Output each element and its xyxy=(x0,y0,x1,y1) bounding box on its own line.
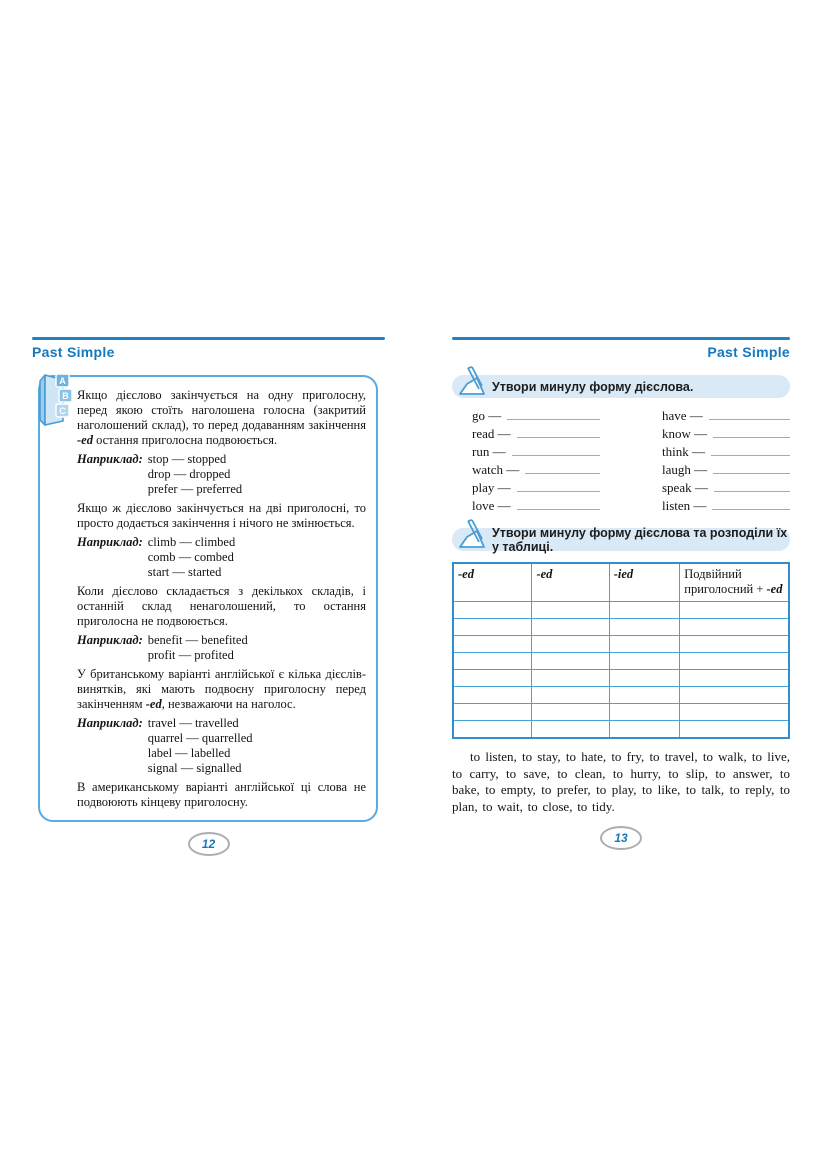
exercise2-instruction: Утвори минулу форму дієслова та розподіли їх у таблиці. xyxy=(492,525,788,554)
table-cell[interactable] xyxy=(532,721,609,739)
header-rule xyxy=(452,337,790,340)
table-row xyxy=(453,670,789,687)
rule-text: Якщо ж дієслово закінчується на дві приголосні, то просто додається закінчення і нічого не змінюється. xyxy=(77,501,366,530)
table-row xyxy=(453,636,789,653)
table-row xyxy=(453,687,789,704)
word-bank: to listen, to stay, to hate, to fry, to travel, to walk, to live, to carry, to save, to clean, to hurry, to slip, to answer, to bake, to empty, to prefer, to play, to like, to talk, to reply, to plan, to wait, to close, to tidy. xyxy=(452,749,790,814)
fill-in-item xyxy=(662,443,790,461)
verb-label: love — xyxy=(472,498,511,513)
fillin-col-0 xyxy=(472,407,600,515)
table-row xyxy=(453,619,789,636)
example-label: Наприклад: xyxy=(77,633,143,647)
table-cell[interactable] xyxy=(609,670,680,687)
exercise1-instruction-pill xyxy=(452,375,790,398)
table-column-header xyxy=(609,563,680,602)
rule-paragraph xyxy=(77,584,366,629)
fill-in-item xyxy=(472,425,600,443)
table-cell[interactable] xyxy=(453,721,532,739)
answer-blank[interactable] xyxy=(507,407,600,420)
ed-suffix: -ied xyxy=(613,567,634,581)
table-cell[interactable] xyxy=(532,687,609,704)
table-cell[interactable] xyxy=(609,687,680,704)
example-lines xyxy=(148,716,253,776)
rule-text: У британському варіанті англійської є кілька дієслів-винятків, які мають подвоєну приголосну перед закінченням xyxy=(77,667,366,711)
table-row xyxy=(453,602,789,619)
page-title: Past Simple xyxy=(707,344,790,360)
fill-in-item xyxy=(662,461,790,479)
table-body xyxy=(453,602,789,739)
table-cell[interactable] xyxy=(453,619,532,636)
answer-blank[interactable] xyxy=(712,497,790,510)
table-cell[interactable] xyxy=(609,636,680,653)
header-text: Подвійний приголосний + xyxy=(684,567,767,596)
fill-in-item xyxy=(662,425,790,443)
table-row xyxy=(453,653,789,670)
example-line: drop — dropped xyxy=(147,467,231,481)
table-cell[interactable] xyxy=(453,602,532,619)
example-line: stop — stopped xyxy=(147,452,227,466)
example-line: label — labelled xyxy=(147,746,231,760)
table-cell[interactable] xyxy=(532,619,609,636)
example-line: benefit — benefited xyxy=(147,633,248,647)
fill-in-item xyxy=(472,443,600,461)
svg-text:C: C xyxy=(59,406,66,416)
svg-text:B: B xyxy=(62,391,69,401)
page-left xyxy=(32,337,385,856)
rule-text: В американському варіанті англійської ці слова не подвоюють кінцеву приголосну. xyxy=(77,780,366,809)
exercise1-fill-in-area xyxy=(452,407,790,515)
table-cell[interactable] xyxy=(680,653,789,670)
table-cell[interactable] xyxy=(453,670,532,687)
exercise1-instruction: Утвори минулу форму дієслова. xyxy=(492,379,694,394)
table-cell[interactable] xyxy=(453,687,532,704)
example-label: Наприклад: xyxy=(77,452,143,466)
table-cell[interactable] xyxy=(680,721,789,739)
table-cell[interactable] xyxy=(609,619,680,636)
answer-blank[interactable] xyxy=(517,497,600,510)
verb-label: play — xyxy=(472,480,511,495)
table-cell[interactable] xyxy=(680,687,789,704)
svg-text:A: A xyxy=(59,376,66,386)
table-cell[interactable] xyxy=(680,602,789,619)
page-number-text: 12 xyxy=(201,837,216,851)
example-line: travel — travelled xyxy=(147,716,239,730)
page-right xyxy=(452,337,790,850)
table-cell[interactable] xyxy=(609,653,680,670)
example-line: profit — profited xyxy=(147,648,234,662)
verb-label: have — xyxy=(662,408,703,423)
table-cell[interactable] xyxy=(609,721,680,739)
answer-blank[interactable] xyxy=(517,479,600,492)
fill-in-item xyxy=(472,407,600,425)
rule-paragraph xyxy=(77,667,366,712)
verb-label: think — xyxy=(662,444,705,459)
rule-paragraph xyxy=(77,388,366,448)
table-column-header xyxy=(532,563,609,602)
example-line: signal — signalled xyxy=(147,761,242,775)
answer-blank[interactable] xyxy=(713,425,790,438)
rule-text: , незважаючи на наголос. xyxy=(161,697,296,711)
rule-text: остання приголосна подвоюється. xyxy=(92,433,278,447)
example-label: Наприклад: xyxy=(77,716,143,730)
table-row xyxy=(453,704,789,721)
fill-in-item xyxy=(472,497,600,515)
answer-blank[interactable] xyxy=(512,443,600,456)
verb-label: know — xyxy=(662,426,708,441)
example-line: start — started xyxy=(147,565,222,579)
table-cell[interactable] xyxy=(532,653,609,670)
example-lines xyxy=(148,452,242,497)
verb-label: read — xyxy=(472,426,511,441)
table-cell[interactable] xyxy=(680,619,789,636)
table-cell[interactable] xyxy=(609,602,680,619)
rule-example xyxy=(77,452,366,497)
table-cell[interactable] xyxy=(532,602,609,619)
header-rule xyxy=(32,337,385,340)
example-lines xyxy=(148,535,235,580)
ed-suffix: -ed xyxy=(458,567,474,581)
ed-suffix: -ed xyxy=(536,567,553,581)
example-line: quarrel — quarrelled xyxy=(147,731,253,745)
exercise2-instruction-pill xyxy=(452,525,790,554)
verb-label: run — xyxy=(472,444,506,459)
ed-suffix: -ed xyxy=(77,433,93,447)
table-cell[interactable] xyxy=(680,704,789,721)
writing-pencil-icon xyxy=(457,366,491,398)
ed-suffix: -ed xyxy=(766,582,783,596)
fill-in-item xyxy=(472,479,600,497)
table-cell[interactable] xyxy=(609,704,680,721)
verb-label: speak — xyxy=(662,480,708,495)
table-cell[interactable] xyxy=(453,704,532,721)
answer-blank[interactable] xyxy=(713,461,790,474)
answer-blank[interactable] xyxy=(709,407,790,420)
verb-sorting-table xyxy=(452,562,790,739)
page-number-right xyxy=(600,826,642,850)
fill-in-item xyxy=(662,407,790,425)
rule-text: Коли дієслово складається з декількох складів, і останній склад ненаголошений, то остання приголосна не подвоюється. xyxy=(77,584,366,628)
ed-suffix: -ed xyxy=(145,697,162,711)
table-cell[interactable] xyxy=(532,670,609,687)
fill-in-item xyxy=(662,479,790,497)
answer-blank[interactable] xyxy=(517,425,600,438)
page-title: Past Simple xyxy=(32,344,115,360)
table-column-header xyxy=(680,563,789,602)
table-cell[interactable] xyxy=(680,670,789,687)
answer-blank[interactable] xyxy=(711,443,790,456)
table-cell[interactable] xyxy=(453,636,532,653)
fill-in-item xyxy=(662,497,790,515)
page-number-text: 13 xyxy=(614,831,628,845)
table-cell[interactable] xyxy=(532,636,609,653)
rule-box-content xyxy=(77,388,366,810)
table-column-header xyxy=(453,563,532,602)
table-cell[interactable] xyxy=(532,704,609,721)
verb-label: laugh — xyxy=(662,462,708,477)
rule-example xyxy=(77,633,366,663)
rule-example xyxy=(77,535,366,580)
fill-in-item xyxy=(472,461,600,479)
answer-blank[interactable] xyxy=(525,461,600,474)
rule-paragraph xyxy=(77,780,366,810)
example-lines xyxy=(148,633,248,663)
example-line: climb — climbed xyxy=(147,535,236,549)
table-row xyxy=(453,721,789,739)
table-cell[interactable] xyxy=(680,636,789,653)
example-line: prefer — preferred xyxy=(147,482,243,496)
writing-pencil-icon xyxy=(457,519,491,551)
rule-text: Якщо дієслово закінчується на одну приголосну, перед якою стоїть наголошена голосна (закритий наголошений склад), то перед додаванням закінчення xyxy=(77,388,366,432)
rule-example xyxy=(77,716,366,776)
table-cell[interactable] xyxy=(453,653,532,670)
grammar-rule-box xyxy=(38,375,378,822)
answer-blank[interactable] xyxy=(714,479,790,492)
rule-paragraph xyxy=(77,501,366,531)
verb-label: listen — xyxy=(662,498,707,513)
verb-label: watch — xyxy=(472,462,520,477)
abc-book-icon xyxy=(36,370,74,428)
example-label: Наприклад: xyxy=(77,535,143,549)
example-line: comb — combed xyxy=(147,550,234,564)
verb-label: go — xyxy=(472,408,502,423)
fillin-col-1 xyxy=(662,407,790,515)
page-number-left xyxy=(188,832,230,856)
table-header-row xyxy=(453,563,789,602)
